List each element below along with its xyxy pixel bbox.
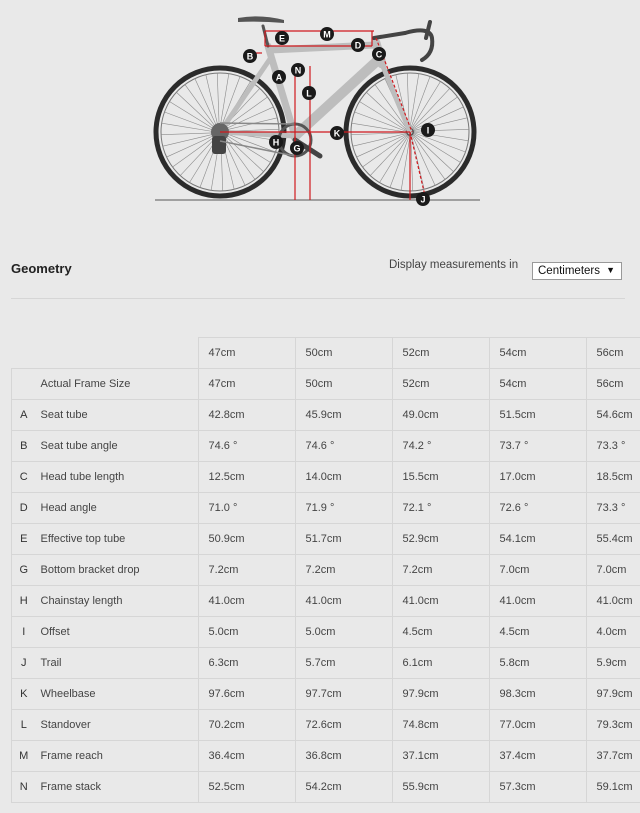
marker-E <box>275 31 289 45</box>
row-value: 54.1cm <box>489 524 586 555</box>
row-value: 4.5cm <box>489 617 586 648</box>
marker-N <box>291 63 305 77</box>
table-row <box>12 772 640 803</box>
wheel-spoke <box>217 73 219 128</box>
marker-L <box>302 86 316 100</box>
wheel-spoke <box>173 135 218 167</box>
row-value: 52.5cm <box>198 772 295 803</box>
wheel-spoke <box>390 136 409 188</box>
wheel-spoke <box>357 134 407 157</box>
row-value: 7.2cm <box>392 555 489 586</box>
row-value: 4.5cm <box>392 617 489 648</box>
svg-text:C: C <box>375 49 383 60</box>
svg-text:B: B <box>246 51 254 62</box>
row-value: 73.3 ° <box>586 431 640 462</box>
geometry-title: Geometry <box>11 261 72 276</box>
row-value: 37.7cm <box>586 741 640 772</box>
row-name: Head angle <box>36 493 199 524</box>
table-row <box>12 741 640 772</box>
row-value: 49.0cm <box>392 400 489 431</box>
bike-frame <box>220 26 410 136</box>
divider <box>11 298 625 299</box>
row-value: 7.2cm <box>295 555 392 586</box>
marker-C <box>372 47 386 61</box>
row-value: 41.0cm <box>586 586 640 617</box>
svg-text:H: H <box>272 137 280 148</box>
row-value: 97.9cm <box>392 679 489 710</box>
marker-I <box>421 123 435 137</box>
row-name: Trail <box>36 648 199 679</box>
row-value: 18.5cm <box>586 462 640 493</box>
svg-text:G: G <box>293 143 301 154</box>
wheel-spoke <box>351 133 406 135</box>
svg-text:M: M <box>323 29 331 40</box>
table-row <box>12 586 640 617</box>
header-blank <box>12 338 36 369</box>
bike-geometry-diagram <box>150 8 490 213</box>
size-header: 54cm <box>489 338 586 369</box>
row-value: 55.4cm <box>586 524 640 555</box>
svg-text:L: L <box>306 88 312 99</box>
wheel-spoke <box>414 133 466 152</box>
row-value: 54.2cm <box>295 772 392 803</box>
row-value: 98.3cm <box>489 679 586 710</box>
marker-D <box>351 38 365 52</box>
row-value: 6.1cm <box>392 648 489 679</box>
row-value: 71.9 ° <box>295 493 392 524</box>
wheel-spoke <box>223 135 255 180</box>
table-row <box>12 617 640 648</box>
row-value: 73.3 ° <box>586 493 640 524</box>
row-value: 77.0cm <box>489 710 586 741</box>
row-value: 71.0 ° <box>198 493 295 524</box>
row-value: 41.0cm <box>489 586 586 617</box>
row-value: 70.2cm <box>198 710 295 741</box>
table-row <box>12 369 640 400</box>
row-value: 72.1 ° <box>392 493 489 524</box>
svg-text:A: A <box>275 72 283 83</box>
marker-A <box>272 70 286 84</box>
row-value: 5.0cm <box>198 617 295 648</box>
table-row <box>12 555 640 586</box>
row-value: 54.6cm <box>586 400 640 431</box>
unit-select[interactable] <box>532 262 622 280</box>
row-value: 5.9cm <box>586 648 640 679</box>
row-value: 5.8cm <box>489 648 586 679</box>
table-row <box>12 679 640 710</box>
saddle <box>238 16 284 23</box>
dropdown-arrow-icon: ▼ <box>606 265 615 275</box>
row-value: 74.6 ° <box>198 431 295 462</box>
size-header: 50cm <box>295 338 392 369</box>
table-row <box>12 431 640 462</box>
row-value: 74.6 ° <box>295 431 392 462</box>
row-value: 57.3cm <box>489 772 586 803</box>
rear-derailleur <box>211 123 229 154</box>
wheel-spoke <box>223 97 268 129</box>
size-header: 52cm <box>392 338 489 369</box>
wheel-spoke <box>401 136 410 190</box>
row-value: 51.5cm <box>489 400 586 431</box>
marker-K <box>330 126 344 140</box>
row-value: 97.7cm <box>295 679 392 710</box>
row-value: 73.7 ° <box>489 431 586 462</box>
row-value: 7.0cm <box>586 555 640 586</box>
row-value: 7.2cm <box>198 555 295 586</box>
marker-B <box>243 49 257 63</box>
row-value: 45.9cm <box>295 400 392 431</box>
row-letter: L <box>12 710 36 741</box>
row-value: 42.8cm <box>198 400 295 431</box>
svg-text:D: D <box>354 40 362 51</box>
table-row <box>12 648 640 679</box>
row-letter: N <box>12 772 36 803</box>
wheel-spoke <box>195 79 218 129</box>
svg-text:K: K <box>333 128 341 139</box>
row-value: 51.7cm <box>295 524 392 555</box>
wheel-spoke <box>412 135 435 185</box>
svg-text:J: J <box>420 194 426 205</box>
row-value: 15.5cm <box>392 462 489 493</box>
row-value: 59.1cm <box>586 772 640 803</box>
row-value: 55.9cm <box>392 772 489 803</box>
row-name: Wheelbase <box>36 679 199 710</box>
table-row <box>12 400 640 431</box>
svg-text:N: N <box>294 65 302 76</box>
row-letter: D <box>12 493 36 524</box>
geometry-table <box>11 337 640 803</box>
row-name: Standover <box>36 710 199 741</box>
row-value: 56cm <box>586 369 640 400</box>
row-name: Effective top tube <box>36 524 199 555</box>
row-value: 47cm <box>198 369 295 400</box>
row-value: 41.0cm <box>198 586 295 617</box>
row-value: 12.5cm <box>198 462 295 493</box>
row-letter: C <box>12 462 36 493</box>
wheel-spoke <box>355 112 407 131</box>
row-name: Bottom bracket drop <box>36 555 199 586</box>
row-value: 14.0cm <box>295 462 392 493</box>
row-value: 37.1cm <box>392 741 489 772</box>
wheel-spoke <box>169 102 216 131</box>
wheel-spoke <box>167 134 217 157</box>
row-name: Chainstay length <box>36 586 199 617</box>
row-name: Offset <box>36 617 199 648</box>
row-value: 97.9cm <box>586 679 640 710</box>
row-letter: E <box>12 524 36 555</box>
row-value: 72.6cm <box>295 710 392 741</box>
row-name: Frame reach <box>36 741 199 772</box>
row-letter: A <box>12 400 36 431</box>
marker-J <box>416 192 430 206</box>
row-name: Seat tube <box>36 400 199 431</box>
row-letter <box>12 369 36 400</box>
svg-text:E: E <box>278 33 286 44</box>
size-header: 56cm <box>586 338 640 369</box>
wheel-spoke <box>363 135 408 167</box>
row-name: Actual Frame Size <box>36 369 199 400</box>
wheel-spoke <box>161 133 216 135</box>
row-value: 72.6 ° <box>489 493 586 524</box>
row-value: 41.0cm <box>392 586 489 617</box>
row-value: 36.8cm <box>295 741 392 772</box>
row-letter: I <box>12 617 36 648</box>
wheel-spoke <box>412 136 425 190</box>
marker-M <box>320 27 334 41</box>
row-value: 54cm <box>489 369 586 400</box>
table-row <box>12 524 640 555</box>
size-header-row <box>12 338 640 369</box>
row-value: 4.0cm <box>586 617 640 648</box>
row-letter: B <box>12 431 36 462</box>
wheel-spoke <box>206 75 219 129</box>
row-value: 74.2 ° <box>392 431 489 462</box>
row-letter: G <box>12 555 36 586</box>
row-value: 5.0cm <box>295 617 392 648</box>
wheel-spoke <box>353 134 407 147</box>
wheel-spoke <box>162 123 216 132</box>
wheel-spoke <box>352 123 406 132</box>
row-value: 79.3cm <box>586 710 640 741</box>
row-value: 52.9cm <box>392 524 489 555</box>
wheel-spoke <box>413 135 445 180</box>
row-value: 74.8cm <box>392 710 489 741</box>
wheel-spoke <box>163 134 217 147</box>
svg-text:I: I <box>426 125 430 136</box>
table-row <box>12 493 640 524</box>
wheel-spoke <box>413 97 458 129</box>
row-value: 52cm <box>392 369 489 400</box>
row-value: 7.0cm <box>489 555 586 586</box>
row-letter: H <box>12 586 36 617</box>
row-letter: J <box>12 648 36 679</box>
row-letter: M <box>12 741 36 772</box>
wheel-spoke <box>380 136 409 183</box>
table-row <box>12 462 640 493</box>
row-value: 17.0cm <box>489 462 586 493</box>
row-value: 41.0cm <box>295 586 392 617</box>
row-name: Head tube length <box>36 462 199 493</box>
row-value: 50cm <box>295 369 392 400</box>
wheel-spoke <box>412 81 441 128</box>
wheel-spoke <box>411 77 430 129</box>
marker-G <box>290 141 304 155</box>
row-name: Seat tube angle <box>36 431 199 462</box>
marker-H <box>269 135 283 149</box>
unit-select-value: Centimeters <box>538 265 600 277</box>
row-letter: K <box>12 679 36 710</box>
wheel-spoke <box>224 134 271 163</box>
display-measurements-label: Display measurements in <box>389 259 519 271</box>
row-name: Frame stack <box>36 772 199 803</box>
row-value: 5.7cm <box>295 648 392 679</box>
wheel-spoke <box>165 112 217 131</box>
wheel-spoke <box>414 134 461 163</box>
table-row <box>12 710 640 741</box>
row-value: 36.4cm <box>198 741 295 772</box>
header-blank <box>36 338 199 369</box>
row-value: 50.9cm <box>198 524 295 555</box>
size-header: 47cm <box>198 338 295 369</box>
row-value: 37.4cm <box>489 741 586 772</box>
wheel-spoke <box>185 85 217 130</box>
row-value: 97.6cm <box>198 679 295 710</box>
row-value: 6.3cm <box>198 648 295 679</box>
wheel-spoke <box>410 74 419 128</box>
wheel-spoke <box>413 107 463 130</box>
